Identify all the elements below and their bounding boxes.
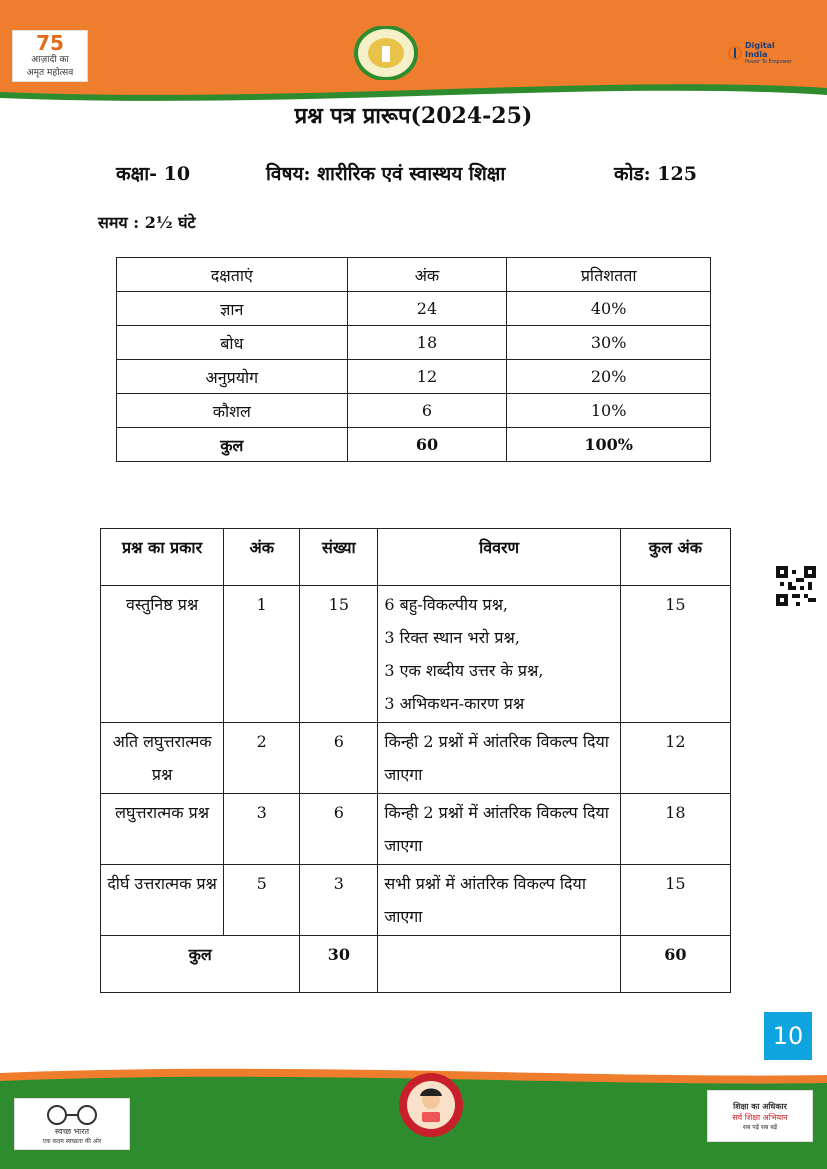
table-row — [117, 292, 711, 326]
marks-cell: 5 — [224, 865, 300, 936]
page-number-badge: 10 — [764, 1012, 812, 1060]
total-marks-cell: 12 — [620, 723, 730, 794]
swachh-bharat-logo: स्वच्छ भारत एक कदम स्वच्छता की ओर — [14, 1098, 130, 1150]
header-cell: अंक — [224, 529, 300, 586]
table-row — [101, 586, 731, 723]
count-cell: 3 — [300, 865, 378, 936]
detail-line: 3 अभिकथन-कारण प्रश्न — [384, 694, 525, 713]
details-cell — [378, 586, 620, 723]
details-cell: किन्ही 2 प्रश्नों में आंतरिक विकल्प दिया जाएगा — [378, 723, 620, 794]
detail-line: 3 रिक्त स्थान भरो प्रश्न, — [384, 628, 520, 647]
marks-cell: 1 — [224, 586, 300, 723]
question-type-cell: वस्तुनिष्ठ प्रश्न — [101, 586, 224, 723]
table-cell: 12 — [347, 360, 507, 394]
table-cell: 40% — [507, 292, 711, 326]
table-total-row — [101, 936, 731, 993]
digital-india-icon — [728, 46, 742, 60]
azadi-ka-amrit-mahotsav-logo: 75 आज़ादी का अमृत महोत्सव — [12, 30, 88, 82]
header-cell: अंक — [347, 258, 507, 292]
qr-code[interactable] — [776, 566, 816, 606]
total-cell: कुल — [117, 428, 348, 462]
header-cell: प्रश्न का प्रकार — [101, 529, 224, 586]
class-label: कक्षा- 10 — [116, 163, 191, 185]
table-cell: 18 — [347, 326, 507, 360]
empty-cell — [378, 936, 620, 993]
table-cell: 10% — [507, 394, 711, 428]
table-total-row — [117, 428, 711, 462]
question-type-cell: लघुत्तरात्मक प्रश्न — [101, 794, 224, 865]
count-cell: 6 — [300, 794, 378, 865]
table-cell: ज्ञान — [117, 292, 348, 326]
table-row — [117, 394, 711, 428]
marks-cell: 3 — [224, 794, 300, 865]
table-row — [101, 794, 731, 865]
table-cell: 24 — [347, 292, 507, 326]
total-marks-cell: 15 — [620, 865, 730, 936]
header-cell: कुल अंक — [620, 529, 730, 586]
total-count-cell: 30 — [300, 936, 378, 993]
page-title: प्रश्न पत्र प्रारूप(2024-25) — [294, 103, 533, 129]
table-header-row — [117, 258, 711, 292]
grand-total-cell: 60 — [620, 936, 730, 993]
table-row — [101, 723, 731, 794]
question-type-table — [100, 528, 731, 993]
subject-label: विषय: शारीरिक एवं स्वास्थय शिक्षा — [266, 163, 506, 185]
total-cell: 100% — [507, 428, 711, 462]
table-row — [101, 865, 731, 936]
details-cell: सभी प्रश्नों में आंतरिक विकल्प दिया जाएगा — [378, 865, 620, 936]
marks-cell: 2 — [224, 723, 300, 794]
competency-table — [116, 257, 711, 462]
board-seal-logo — [354, 26, 418, 80]
detail-line: 3 एक शब्दीय उत्तर के प्रश्न, — [384, 661, 544, 680]
total-cell: 60 — [347, 428, 507, 462]
question-type-cell: दीर्घ उत्तरात्मक प्रश्न — [101, 865, 224, 936]
count-cell: 15 — [300, 586, 378, 723]
table-row — [117, 360, 711, 394]
count-cell: 6 — [300, 723, 378, 794]
digital-india-logo: Digital India Power To Empower — [728, 38, 800, 68]
question-type-cell: अति लघुत्तरात्मक प्रश्न — [101, 723, 224, 794]
table-header-row — [101, 529, 731, 586]
total-label-cell: कुल — [101, 936, 300, 993]
total-marks-cell: 18 — [620, 794, 730, 865]
table-row — [117, 326, 711, 360]
header-cell: विवरण — [378, 529, 620, 586]
table-cell: 20% — [507, 360, 711, 394]
header-cell: प्रतिशतता — [507, 258, 711, 292]
table-cell: 6 — [347, 394, 507, 428]
table-cell: बोध — [117, 326, 348, 360]
table-cell: कौशल — [117, 394, 348, 428]
code-label: कोड: 125 — [614, 163, 697, 185]
total-marks-cell: 15 — [620, 586, 730, 723]
time-label: समय : 2½ घंटे — [98, 213, 196, 232]
table-cell: 30% — [507, 326, 711, 360]
header-cell: संख्या — [300, 529, 378, 586]
beti-bachao-logo — [398, 1072, 464, 1138]
table-cell: अनुप्रयोग — [117, 360, 348, 394]
header-cell: दक्षताएं — [117, 258, 348, 292]
glasses-icon — [37, 1104, 107, 1126]
detail-line: 6 बहु-विकल्पीय प्रश्न, — [384, 595, 509, 614]
shiksha-ka-adhikar-logo: शिक्षा का अधिकार सर्व शिक्षा अभियान सब पढ़ें सब बढ़ें — [707, 1090, 813, 1142]
details-cell: किन्ही 2 प्रश्नों में आंतरिक विकल्प दिया जाएगा — [378, 794, 620, 865]
